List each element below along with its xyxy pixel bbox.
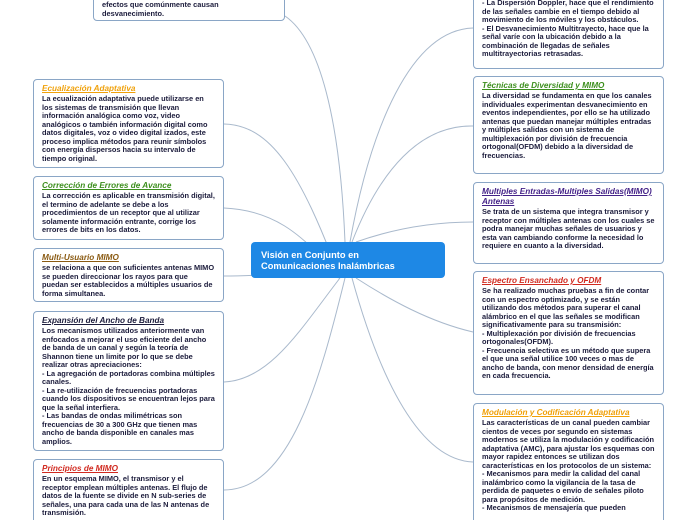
node-top-left-body: efectos que comúnmente causan desvanecimiento. [102,0,219,18]
connector-espectro [356,278,473,332]
connector-principios [224,278,345,490]
node-correccion[interactable] [33,176,224,240]
node-multiusuario-body: se relaciona a que con suficientes antenas MIMO se pueden direccionar los rayos para que puedan ser establecidos a múltiples usuarios de forma simultanea. [42,263,215,298]
node-espectro-body: Se ha realizado muchas pruebas a fin de contar con un espectro optimizado, y se están utilizando dos métodos para superar el canal alámbrico en el que las señales se modifican significativamente para su transmisión: - Multiplexación por división de frecuencias ortogonales(OFDM). - Frecuencia selectiva es un método que supera el que una señal utilice 100 veces o mas de ancho de banda, con menor densidad de energía en cada frecuencia. [482,286,654,380]
node-principios-body: En un esquema MIMO, el transmisor y el receptor emplean múltiples antenas. El flujo de datos de la fuente se divide en N sub-series de señales, una para cada una de las N antenas de transmisión. [42,474,210,517]
node-diversidad[interactable] [473,76,664,174]
node-modulacion[interactable] [473,403,664,520]
node-modulacion-body: Las características de un canal pueden cambiar cientos de veces por segundo en sistemas modernos se utiliza la modulación y codificación adaptativa (AMC), para ajustar los esquemas con mayor rapidez entonces se utilizan dos características en los protocolos de un sistema: - Mecanismos para medir la calidad del canal inalámbrico como la vigilancia de la tasa de perdida de paquetes o envío de señales piloto para propósitos de medición. - Mecanismos de mensajería que pueden [482,418,655,512]
node-espectro[interactable] [473,271,664,395]
node-diversidad-body: La diversidad se fundamenta en que los canales individuales experimentan desvanecimiento en eventos independientes, por ello se ha utilizado antenas que puedan manejar múltiples entradas y múltiples salidas con un sistema de multiplexación por división de frecuencia ortogonal(OFDM) debido a la diversidad de frecuencias. [482,91,652,160]
node-modulacion-title: Modulación y Codificación Adaptativa [482,408,630,417]
node-expansion[interactable] [33,311,224,451]
node-correccion-body: La corrección es aplicable en transmisión digital, el termino de adelante se debe a los procedimientos de un receptor que al utilizar solamente información entrante, corrige los errores de bits en los datos. [42,191,215,234]
connector-top-left [285,16,345,242]
node-expansion-body: Los mecanismos utilizados anteriormente van enfocados a mejorar el uso eficiente del ancho de banda de un canal y según la teoría de Shannon tiene un limite por lo que se debe realizar otras apreciaciones: - La agregación de portadoras combina múltiples canales. - La re-utilización de frecuencias portadoras cuando los dispositivos se encuentran lejos para que la señal interfiera. - Las bandas de ondas milimétricas son frecuencias de 30 a 300 GHz que tienen mas ancho de banda disponible en canales mas amplios. [42,326,215,446]
node-multiusuario[interactable] [33,248,224,302]
node-desvanecimiento-body: - La Dispersión Doppler, hace que el rendimiento de las señales cambie en el tiempo debido al movimiento de los móviles y los obstáculos. - El Desvanecimiento Multitrayecto, hace que la señal varíe con la ubicación debido a la combinación de llegadas de señales multitrayectorias retrasadas. [482,0,654,58]
node-multiples-title: Multiples Entradas-Multiples Salidas(MIMO) Antenas [482,187,652,206]
node-expansion-title: Expansión del Ancho de Banda [42,316,165,325]
node-ecualizacion-title: Ecualización Adaptativa [42,84,136,93]
central-topic[interactable] [251,242,445,278]
node-correccion-title: Corrección de Errores de Avance [42,181,172,190]
node-top-left[interactable] [93,0,285,21]
connector-expansion [224,278,340,382]
node-ecualizacion-body: La ecualización adaptativa puede utilizarse en los sistemas de transmisión que llevan información analógica como voz, video analógicos o también información digital como datos digitales, voz o video digital izados, este proceso implica métodos para reunir símbolos con energía dispersos hacia su intervalo de tiempo original. [42,94,208,163]
node-principios-title: Principios de MIMO [42,464,118,473]
connector-desvanecimiento [350,28,473,242]
node-multiples[interactable] [473,182,664,264]
connector-diversidad [352,126,473,242]
central-topic-title: Visión en Conjunto en Comunicaciones Inalámbricas [261,250,395,271]
node-ecualizacion[interactable] [33,79,224,168]
node-principios[interactable] [33,459,224,520]
connector-multiples [356,222,473,242]
node-espectro-title: Espectro Ensanchado y OFDM [482,276,602,285]
connector-modulacion [352,278,473,462]
node-multiusuario-title: Multi-Usuario MIMO [42,253,119,262]
node-desvanecimiento[interactable] [473,0,664,69]
node-diversidad-title: Técnicas de Diversidad y MIMO [482,81,605,90]
node-multiples-body: Se trata de un sistema que integra transmisor y receptor con múltiples antenas con los cuales se podra manejar muchas señales de usuarios y esta van cambiando conforme la necesidad lo requiere en cuanto a la diversidad. [482,207,655,250]
